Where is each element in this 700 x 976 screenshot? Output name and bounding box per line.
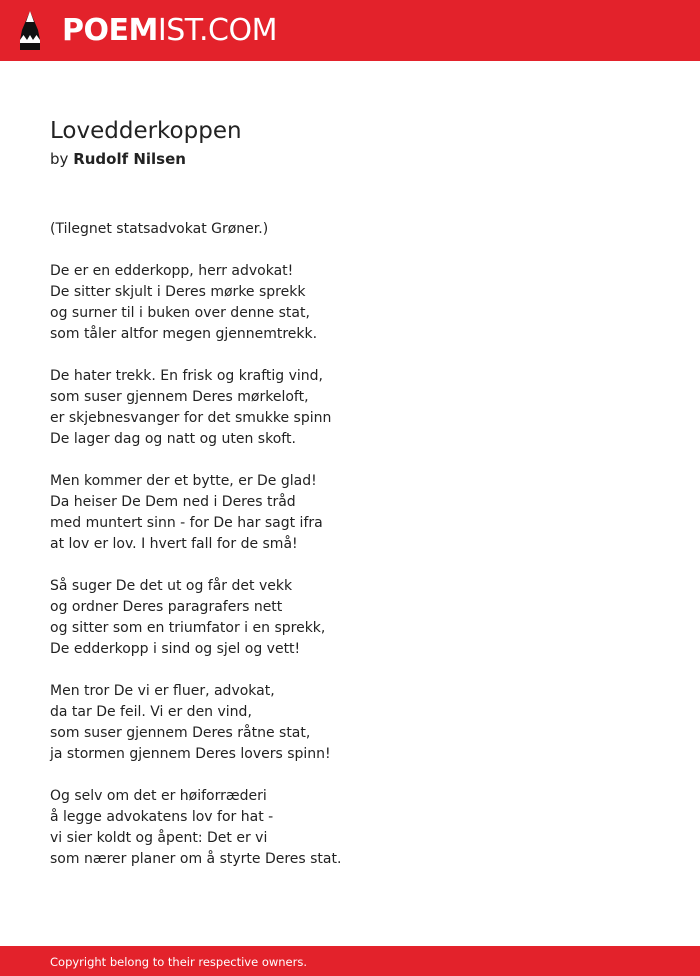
pencil-tip-icon[interactable] xyxy=(17,10,43,51)
poem-line: som suser gjennem Deres råtne stat, xyxy=(50,725,311,741)
poem-line: Så suger De det ut og får det vekk xyxy=(50,578,293,594)
poem-line: Og selv om det er høiforræderi xyxy=(50,788,267,804)
poem-line: da tar De feil. Vi er den vind, xyxy=(50,704,252,720)
poem-title: Lovedderkoppen xyxy=(50,118,242,144)
byline-prefix: by xyxy=(50,150,69,168)
poem-line: ja stormen gjennem Deres lovers spinn! xyxy=(50,746,331,762)
logo-bold-text: POEM xyxy=(62,13,158,48)
poem-line: De edderkopp i sind og sjel og vett! xyxy=(50,641,301,657)
poem-line: som nærer planer om å styrte Deres stat. xyxy=(50,851,342,867)
poem-line: Da heiser De Dem ned i Deres tråd xyxy=(50,494,296,510)
stanza-gap xyxy=(50,345,650,366)
poem-line: vi sier koldt og åpent: Det er vi xyxy=(50,830,268,846)
poem-line: og ordner Deres paragrafers nett xyxy=(50,599,283,615)
poem-byline xyxy=(50,148,186,170)
poem-author: Rudolf Nilsen xyxy=(73,150,186,168)
poem-line: De er en edderkopp, herr advokat! xyxy=(50,263,294,279)
poem-line: med muntert sinn - for De har sagt ifra xyxy=(50,515,323,531)
stanza-gap xyxy=(50,450,650,471)
stanza-gap xyxy=(50,555,650,576)
poem-line: å legge advokatens lov for hat - xyxy=(50,809,274,825)
site-logo[interactable] xyxy=(62,13,277,49)
logo-light-text: IST.COM xyxy=(157,13,277,48)
copyright-notice: Copyright belong to their respective owners. xyxy=(50,955,308,969)
poem-line: at lov er lov. I hvert fall for de små! xyxy=(50,536,298,552)
poem-line: som tåler altfor megen gjennemtrekk. xyxy=(50,326,318,342)
poem-dedication: (Tilegnet statsadvokat Grøner.) xyxy=(50,221,269,237)
stanza-gap xyxy=(50,240,650,261)
poem-line: De hater trekk. En frisk og kraftig vind, xyxy=(50,368,323,384)
stanza-gap xyxy=(50,765,650,786)
poem-line: De sitter skjult i Deres mørke sprekk xyxy=(50,284,306,300)
poem-line: og sitter som en triumfator i en sprekk, xyxy=(50,620,326,636)
poem-line: Men tror De vi er fluer, advokat, xyxy=(50,683,275,699)
poem-line: som suser gjennem Deres mørkeloft, xyxy=(50,389,309,405)
poem-line: og surner til i buken over denne stat, xyxy=(50,305,310,321)
stanza-gap xyxy=(50,660,650,681)
poem-line: er skjebnesvanger for det smukke spinn xyxy=(50,410,332,426)
poem-line: De lager dag og natt og uten skoft. xyxy=(50,431,296,447)
site-footer xyxy=(0,946,700,976)
poem-body xyxy=(50,219,650,870)
site-header xyxy=(0,0,700,61)
poem-line: Men kommer der et bytte, er De glad! xyxy=(50,473,317,489)
